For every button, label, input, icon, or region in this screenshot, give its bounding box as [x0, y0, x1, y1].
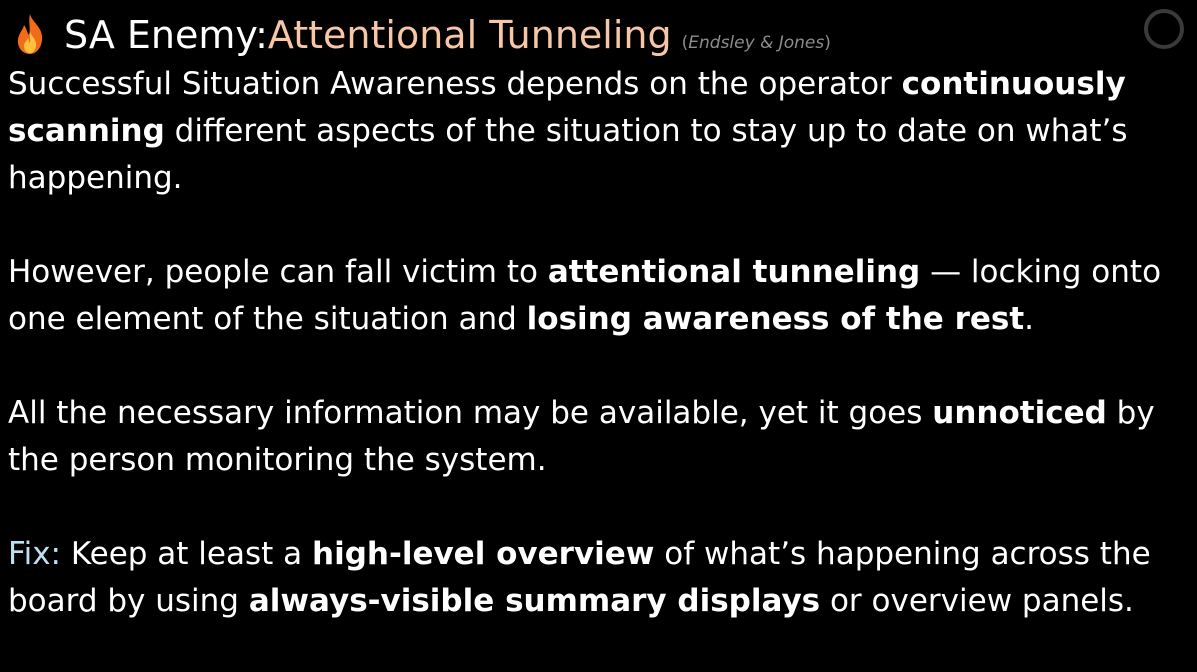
- text-span: .: [1024, 301, 1035, 337]
- bold-text: always-visible summary displays: [248, 583, 821, 619]
- paragraph-unnoticed: [8, 390, 1193, 484]
- text-span: of what’s happening across the board by using: [8, 536, 1151, 619]
- bold-text: unnoticed: [932, 395, 1107, 431]
- text-span: by the person monitoring the system.: [8, 395, 1155, 478]
- bold-text: attentional tunneling: [547, 254, 921, 290]
- text-span: or overview panels.: [820, 583, 1134, 619]
- citation-open-paren: (: [681, 33, 689, 53]
- paragraph-fix: [8, 531, 1193, 625]
- bold-text: losing awareness of the rest: [526, 301, 1025, 337]
- bold-text: high-level overview: [312, 536, 655, 572]
- title-prefix: SA Enemy:: [64, 13, 268, 57]
- citation: [682, 33, 831, 53]
- citation-close-paren: ): [824, 33, 831, 53]
- paragraph-scanning: [8, 61, 1193, 202]
- text-span: All the necessary information may be available, yet it goes: [8, 395, 933, 431]
- slide-title: [8, 4, 831, 57]
- text-span: different aspects of the situation to stay up to date on what’s happening.: [8, 113, 1128, 196]
- text-span: Successful Situation Awareness depends on the operator: [8, 66, 902, 102]
- paragraph-tunneling: [8, 249, 1193, 343]
- text-span: However, people can fall victim to: [8, 254, 548, 290]
- text-span: — locking onto one element of the situation and: [8, 254, 1162, 337]
- title-accent: Attentional Tunneling: [267, 13, 672, 57]
- citation-text: Endsley & Jones: [688, 33, 825, 53]
- bold-text: continuously scanning: [8, 66, 1126, 149]
- fix-label: Fix:: [8, 536, 61, 572]
- flame-icon: [8, 12, 52, 56]
- text-span: Keep at least a: [60, 536, 312, 572]
- slide-body: [8, 61, 1193, 625]
- progress-ring-icon: [1143, 8, 1185, 50]
